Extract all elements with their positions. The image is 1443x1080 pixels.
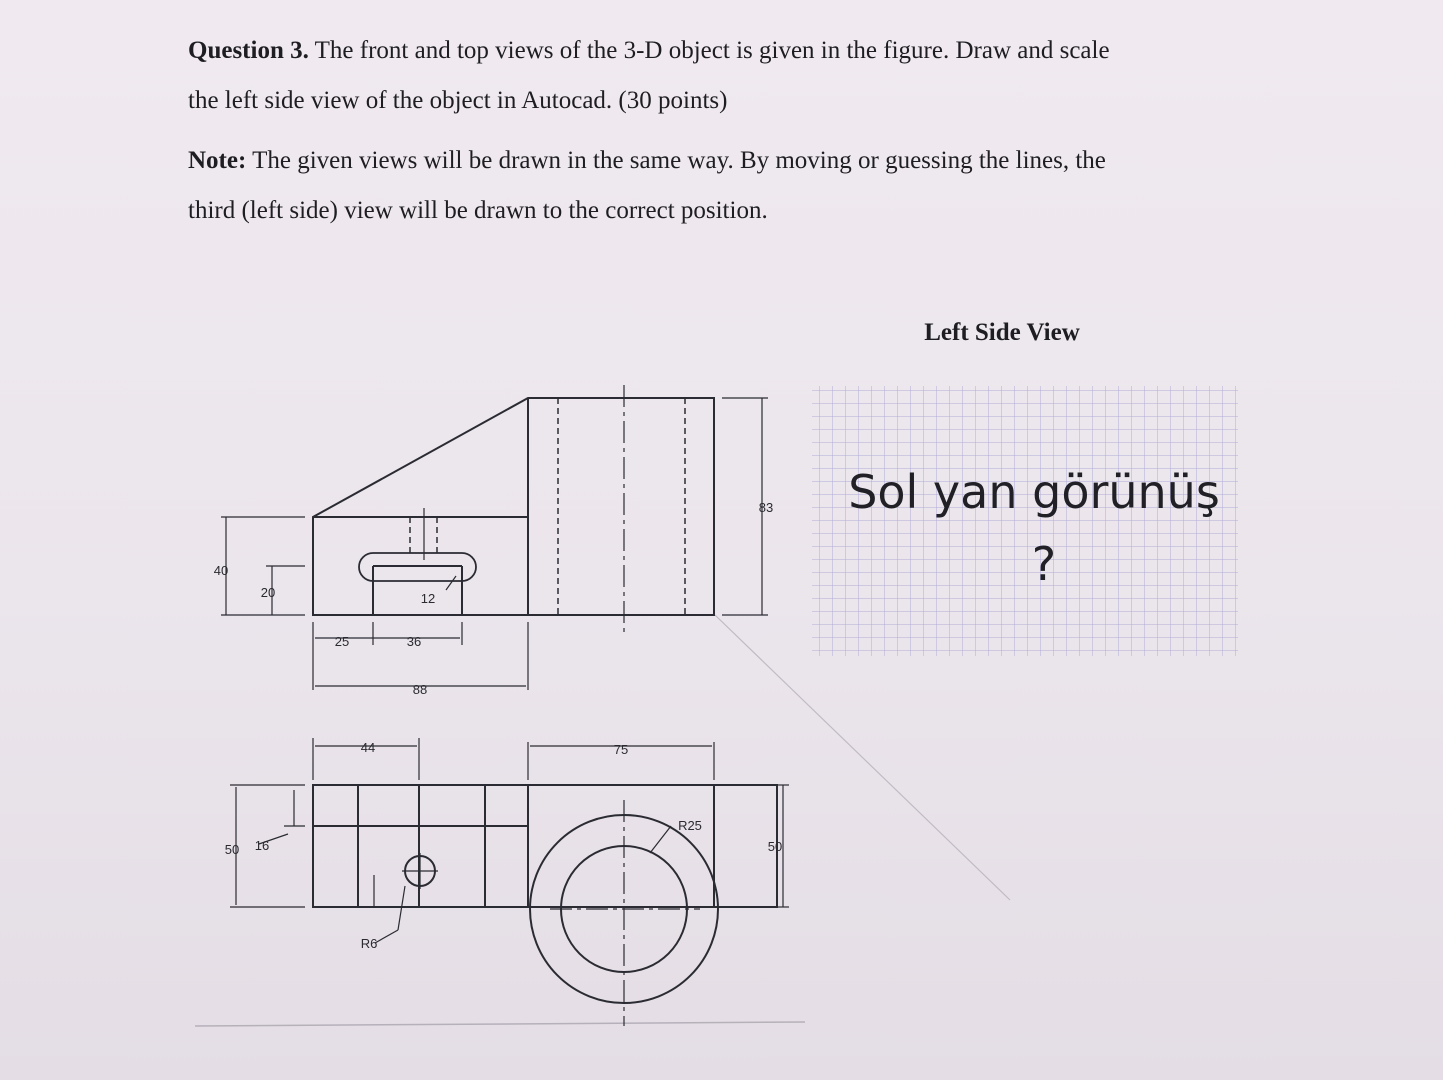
- front-view-dimensions: [221, 398, 768, 690]
- dim-r25: R25: [678, 818, 702, 833]
- dim-40: 40: [213, 563, 229, 578]
- left-side-view-area: [812, 319, 1238, 656]
- left-side-view-title: Left Side View: [924, 319, 1080, 346]
- page-baseline: [195, 1022, 805, 1026]
- top-view-outline: [313, 785, 777, 907]
- miter-construction-line: [715, 615, 1010, 900]
- dim-25: 25: [334, 634, 350, 649]
- dim-12: 12: [420, 591, 436, 606]
- grid-area: [812, 386, 1238, 656]
- dim-75: 75: [613, 742, 629, 757]
- top-view: [313, 785, 777, 1026]
- dim-83: 83: [758, 500, 774, 515]
- dim-88: 88: [412, 682, 428, 697]
- sol-yan-gorunus-text: Sol yan görünüş: [848, 465, 1220, 519]
- front-view: [313, 385, 714, 632]
- note-heading: Note:: [188, 147, 247, 174]
- question-mark-text: ?: [1031, 537, 1057, 591]
- note-text-line1: The given views will be drawn in the same way. By moving or guessing the lines, the: [246, 147, 1106, 174]
- dim-16: 16: [254, 838, 270, 853]
- dim-20: 20: [260, 585, 276, 600]
- note-text-line2: third (left side) view will be drawn to the correct position.: [188, 197, 768, 224]
- dim-44: 44: [360, 740, 376, 755]
- dim-36: 36: [406, 634, 422, 649]
- dim-r6: R6: [360, 936, 378, 951]
- dim-50-right: 50: [767, 839, 783, 854]
- question-heading: Question 3.: [188, 37, 309, 64]
- dim-50-left: 50: [224, 842, 240, 857]
- question-text-line1: The front and top views of the 3-D object is given in the figure. Draw and scale: [308, 37, 1110, 64]
- question-text-line2: the left side view of the object in Autocad. (30 points): [188, 87, 728, 114]
